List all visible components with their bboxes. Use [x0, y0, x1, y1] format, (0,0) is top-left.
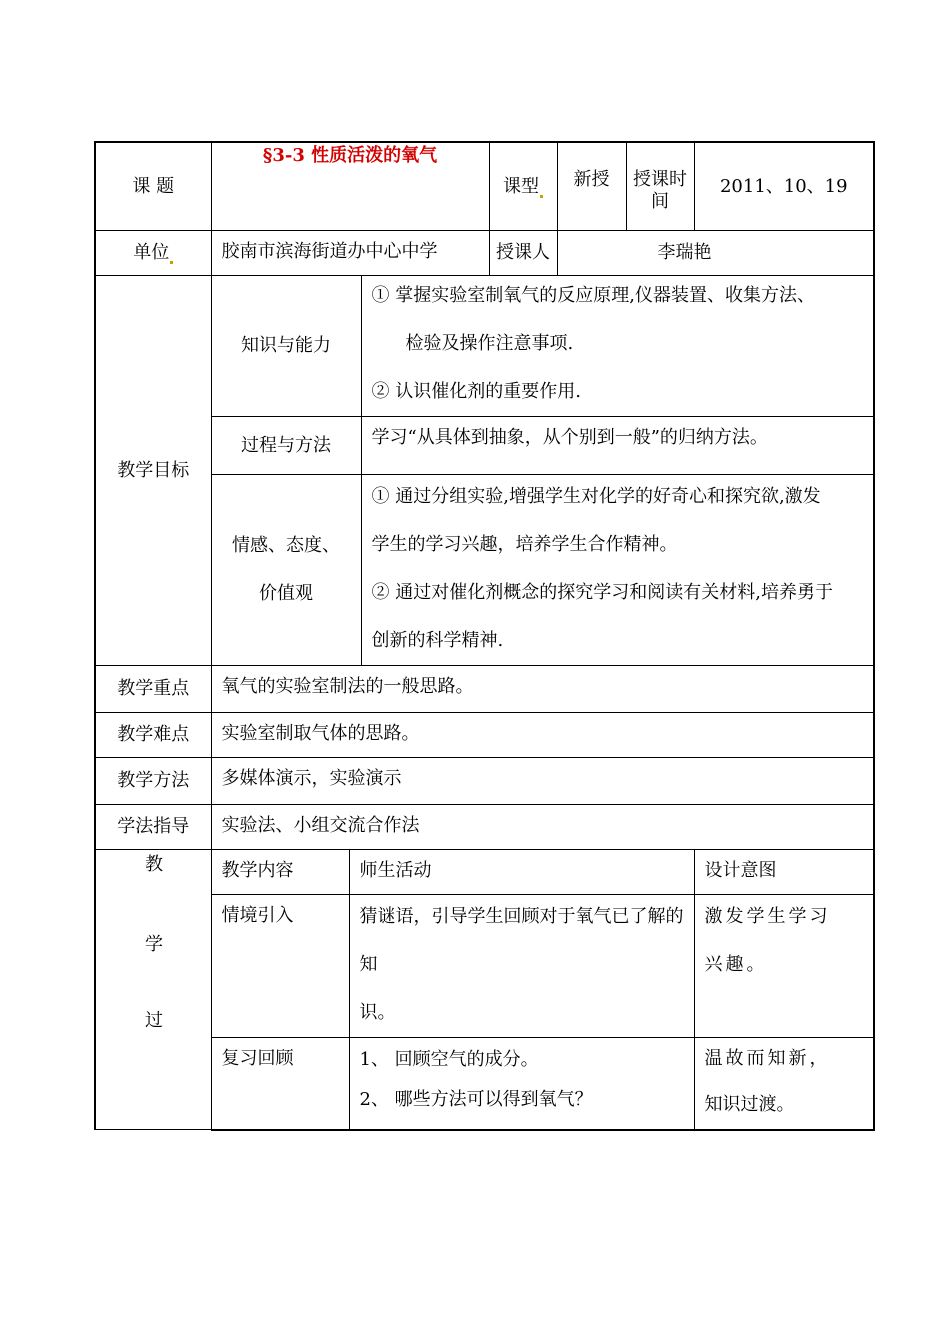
process-activity: [349, 895, 694, 1038]
unit-label: 单位: [95, 231, 211, 276]
objective-name-process: 过程与方法: [211, 417, 361, 475]
intent-line: 兴趣。: [704, 954, 768, 975]
objective-text-attitude: [361, 475, 874, 666]
objective-attitude-row: [95, 475, 874, 666]
objective-line: ② 通过对催化剂概念的探究学习和阅读有关材料,培养勇于: [371, 582, 833, 603]
process-content: 情境引入: [211, 895, 349, 1038]
activity-line: 2、 哪些方法可以得到氧气？: [359, 1089, 593, 1110]
objective-line: ① 掌握实验室制氧气的反应原理,仪器装置、收集方法、: [371, 285, 815, 306]
guidance-value: 实验法、小组交流合作法: [211, 805, 874, 850]
objective-line: 检验及操作注意事项.: [405, 333, 574, 354]
process-header-content: 教学内容: [211, 850, 349, 895]
method-label: 教学方法: [95, 758, 211, 805]
lesson-plan: [94, 141, 873, 1131]
process-row: [95, 1038, 874, 1130]
process-activity: [349, 1038, 694, 1130]
process-label-char: 过: [145, 1010, 163, 1031]
process-header-activity: 师生活动: [349, 850, 694, 895]
type-time-group: [557, 142, 694, 231]
objective-line: 学生的学习兴趣，培养学生合作精神。: [371, 534, 678, 555]
objective-line: ② 认识催化剂的重要作用.: [371, 381, 581, 402]
objective-name-knowledge: 知识与能力: [211, 276, 361, 417]
objective-text-knowledge: [361, 276, 874, 417]
process-label-char: 学: [145, 934, 163, 955]
objective-process-row: [95, 417, 874, 475]
topic-label: 课 题: [95, 142, 211, 231]
activity-line: 猜谜语，引导学生回顾对于氧气已了解的知: [359, 906, 684, 975]
process-label: [95, 850, 211, 1130]
activity-line: 识。: [359, 1002, 396, 1023]
time-label: 授课时间: [633, 169, 688, 212]
intent-line: 激发学生学习: [704, 906, 831, 927]
guidance-row: [95, 805, 874, 850]
process-label-char: 教: [145, 854, 163, 875]
guidance-label: 学法指导: [95, 805, 211, 850]
objective-name-line: 情感、态度、: [232, 535, 340, 556]
objective-name-line: 价值观: [259, 583, 313, 604]
time-value: 2011、10、19: [694, 142, 874, 231]
lesson-plan-table: [94, 141, 875, 1131]
objective-line: ① 通过分组实验,增强学生对化学的好奇心和探究欲,激发: [371, 486, 821, 507]
teacher-value: 李瑞艳: [557, 231, 874, 276]
process-content: 复习回顾: [211, 1038, 349, 1130]
intent-line: 温故而知新，: [704, 1048, 831, 1069]
difficulty-row: [95, 713, 874, 758]
key-point-value: 氧气的实验室制法的一般思路。: [211, 666, 874, 713]
objective-knowledge-row: [95, 276, 874, 417]
key-point-label: 教学重点: [95, 666, 211, 713]
objective-name-attitude: [211, 475, 361, 666]
method-value: 多媒体演示，实验演示: [211, 758, 874, 805]
topic-title: §3-3 性质活泼的氧气: [211, 142, 489, 231]
method-row: [95, 758, 874, 805]
objective-text-process: 学习“从具体到抽象，从个别到一般”的归纳方法。: [361, 417, 874, 475]
type-value: 新授: [558, 143, 627, 230]
header-row: [95, 142, 874, 231]
type-label: 课型: [489, 142, 557, 231]
objectives-label: 教学目标: [95, 276, 211, 666]
key-point-row: [95, 666, 874, 713]
process-header-intent: 设计意图: [694, 850, 874, 895]
difficulty-label: 教学难点: [95, 713, 211, 758]
process-intent: [694, 1038, 874, 1130]
objective-line: 创新的科学精神.: [371, 630, 504, 651]
intent-line: 知识过渡。: [704, 1094, 795, 1115]
process-intent: [694, 895, 874, 1038]
teacher-label: 授课人: [489, 231, 557, 276]
unit-value: 胶南市滨海街道办中心中学: [211, 231, 489, 276]
process-header-row: [95, 850, 874, 895]
activity-line: 1、 回顾空气的成分。: [359, 1049, 539, 1070]
difficulty-value: 实验室制取气体的思路。: [211, 713, 874, 758]
unit-row: [95, 231, 874, 276]
